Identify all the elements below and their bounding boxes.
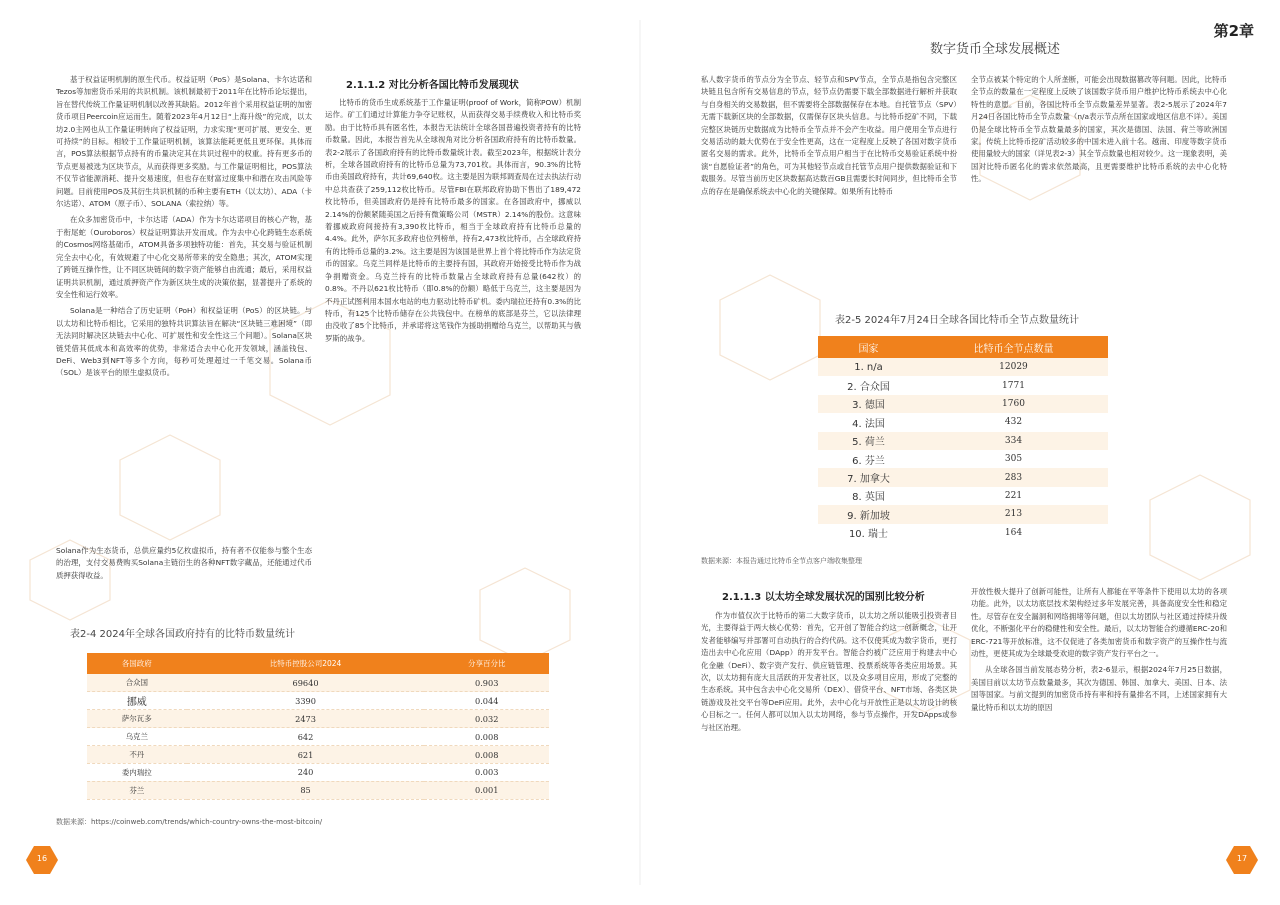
share-cell: 0.008: [424, 728, 549, 746]
node-count-cell: 283: [919, 468, 1108, 486]
node-count-cell: 12029: [919, 358, 1108, 376]
table-row: [87, 674, 549, 692]
node-count-cell: 221: [919, 487, 1108, 505]
paragraph: 开放性极大提升了创新可能性，让所有人都能在平等条件下使用以太坊的各项功能。此外，以太坊底层技术架构经过多年发展完善，具备高度安全性和稳定性。尽管存在安全漏洞和网络拥堵等问题，但以太坊团队与社区通过持续升级优化，不断强化平台的稳健性和安全性。最后，以太坊智能合约遵循ERC-20和ERC-721等开放标准，这不仅促进了各类加密货币和数字资产的互操作性与流动性，更使其成为全球最受欢迎的数字资产发行平台之一。: [971, 587, 1227, 659]
share-cell: 0.001: [424, 781, 549, 799]
node-count-cell: 432: [919, 413, 1108, 431]
table-row: [87, 728, 549, 746]
right-page-column-1: [701, 74, 957, 260]
chapter-subtitle: 数字货币全球发展概述: [930, 42, 1061, 57]
table-row: [87, 710, 549, 728]
right-page-column-4: [971, 586, 1227, 796]
country-cell: 委内瑞拉: [87, 763, 187, 781]
column-header: 国家: [818, 336, 919, 358]
section-heading-2-1-1-2: 2.1.1.2 对比分析各国比特币发展现状: [346, 80, 519, 91]
country-cell: 4. 法国: [818, 413, 919, 431]
holdings-cell: 85: [187, 781, 425, 799]
country-cell: 合众国: [87, 674, 187, 692]
table-row: [818, 358, 1108, 376]
paragraph: Solana作为生态货币，总供应量约5亿枚虚拟币，持有者不仅能参与整个生态的治理，支付交易费购买Solana主链衍生的各种NFT数字藏品，还能通过代币质押获得收益。: [56, 546, 312, 580]
chapter-label: 第2章: [1213, 22, 1254, 40]
table-row: [818, 487, 1108, 505]
country-cell: 8. 英国: [818, 487, 919, 505]
left-page-column-2: [325, 97, 581, 441]
table-row: [818, 376, 1108, 394]
table-2-5-source: 数据来源：本报告通过比特币全节点客户端收集整理: [701, 557, 862, 565]
country-cell: 萨尔瓦多: [87, 710, 187, 728]
paragraph: 比特币的货币生成系统基于工作量证明(proof of Work，简称POW）机制运作。矿工们通过计算能力争夺记账权，从而获得交易手续费收入和比特币奖励。由于比特币具有匿名性，本报告无法统计全球各国普遍投资者持有的比特币数量。因此，本报告首先从全球视角对比分析各国政府持有的比特币数量。表2-2展示了各国政府持有的比特币数量统计表。截至2023年，根据统计表分析，全球各国政府持有的比特币总量为73,701枚。具体而言，90.3%的比特币由美国政府持有，共计69,640枚。这主要是因为联邦调查局在过去执法行动中总共查获了259,112枚比特币。尽管FBI在联邦政府协助下售出了189,472枚比特币，但美国政府仍是持有比特币最多的国家。在各国政府中，挪威以2.14%的份额紧随美国之后持有微策略公司（MSTR）2.14%的股份。这意味着挪威政府间接持有3,390枚比特币，相当于全球政府持有比特币总量的4.4%。此外，萨尔瓦多政府也位列榜单，持有2,473枚比特币，占全球政府持有的比特币总量的3.2%。这主要是因为该国是世界上首个将比特币作为法定货币的国家。乌克兰同样是比特币的主要持有国，其政府开始接受比特币作为战争捐赠资金。乌克兰持有的比特币数量占全球政府持有总量(642枚）的0.8%。不丹以621枚比特币（即0.8%的份额）略低于乌克兰，这主要是因为不丹正试图利用本国水电站的电力驱动比特币矿机。委内瑞拉还持有0.3%的比特币，有125个比特币储存在公共钱包中。在榜单的底部是芬兰，它以法律理由没收了85个比特币，并承诺将这笔钱作为援助捐赠给乌克兰，以帮助其与俄罗斯的战争。: [325, 98, 581, 343]
share-cell: 0.903: [424, 674, 549, 692]
table-row: [87, 781, 549, 799]
country-cell: 6. 芬兰: [818, 450, 919, 468]
share-cell: 0.044: [424, 692, 549, 710]
node-count-cell: 1760: [919, 395, 1108, 413]
table-row: [87, 763, 549, 781]
node-count-cell: 213: [919, 505, 1108, 523]
paragraph: 全节点被某个特定的个人所垄断，可能会出现数据篡改等问题。因此，比特币全节点的数量在一定程度上反映了该国数字货币用户维护比特币系统去中心化特性的意愿。目前，各国比特币全节点数量差异显著。表2-5展示了2024年7月24日各国比特币全节点数量（n/a表示节点所在国家或地区信息不详）。美国仍是全球比特币全节点数量最多的国家，其次是德国、法国、荷兰等欧洲国家。传统上比特币挖矿活动较多的中国未进入前十名。越南、印度等数字货币使用量较大的国家（详见表2-3）其全节点数量也相对较少。这一现象表明，美国对比特币匿名化的需求依然最高，且更需要维护比特币系统的去中心化特性。: [971, 75, 1227, 184]
country-cell: 9. 新加坡: [818, 505, 919, 523]
node-count-cell: 1771: [919, 376, 1108, 394]
table-row: [818, 505, 1108, 523]
table-row: [818, 413, 1108, 431]
holdings-cell: 642: [187, 728, 425, 746]
table-row: [818, 395, 1108, 413]
table-row: [87, 746, 549, 764]
holdings-cell: 3390: [187, 692, 425, 710]
node-count-cell: 305: [919, 450, 1108, 468]
column-header: 分享百分比: [424, 653, 549, 674]
node-count-cell: 334: [919, 432, 1108, 450]
country-cell: 芬兰: [87, 781, 187, 799]
share-cell: 0.032: [424, 710, 549, 728]
country-cell: 挪威: [87, 692, 187, 710]
country-cell: 2. 合众国: [818, 376, 919, 394]
table-row: [87, 692, 549, 710]
paragraph: 私人数字货币的节点分为全节点、轻节点和SPV节点，全节点是指包含完整区块链且包含所有交易信息的节点，轻节点仍需要下载全部数据进行解析并获取与自身相关的交易数据，但不需要将全部数据保存在本地。自托管节点（SPV）无需下载新区块的全部数据，仅需保存区块头信息。与比特币挖矿不同，下载完整区块链历史数据成为比特币全节点并不会产生收益。用户使用全节点进行交易活动的最大优势在于安全性更高，这在一定程度上反映了各国对数字货币匿名交易的需求。此外，比特币全节点用户相当于在比特币交易验证系统中扮演“自愿验证者”的角色，可为其他轻节点或自托管节点用户提供数据验证和下载服务。尽管当前历史区块数据高达数百GB且需要长时间同步，但比特币全节点的存在是确保系统去中心化的关键保障。如果所有比特币: [701, 75, 957, 196]
share-cell: 0.008: [424, 746, 549, 764]
column-header: 比特币控股公司2024: [187, 653, 425, 674]
paragraph: 在众多加密货币中，卡尔达诺（ADA）作为卡尔达诺项目的核心产物，基于衔尾蛇（Ouroboros）权益证明算法开发而成。作为去中心化跨链生态系统的Cosmos网络基础币，ATOM具备多项独特功能：首先，其交易与验证机制完全去中心化，有效规避了中心化交易所带来的安全隐患；其次，ATOM实现了跨链互操作性，让不同区块链间的数字资产能够自由流通；最后，采用权益证明共识机制，通过质押资产作为新区块生成的决策依据，显著提升了系统的安全性和运行效率。: [56, 215, 312, 299]
country-cell: 3. 德国: [818, 395, 919, 413]
share-cell: 0.003: [424, 763, 549, 781]
table-row: [818, 524, 1108, 542]
table-2-4-source: 数据来源：https://coinweb.com/trends/which-country-owns-the-most-bitcoin/: [56, 818, 323, 826]
table-row: [818, 468, 1108, 486]
country-cell: 7. 加拿大: [818, 468, 919, 486]
country-cell: 乌克兰: [87, 728, 187, 746]
table-2-4-caption: 表2-4 2024年全球各国政府持有的比特币数量统计: [70, 629, 295, 640]
section-heading-2-1-1-3: 2.1.1.3 以太坊全球发展状况的国别比较分析: [722, 592, 925, 603]
left-page-extra-text: [56, 545, 312, 587]
table-2-5-caption: 表2-5 2024年7月24日全球各国比特币全节点数量统计: [835, 315, 1080, 326]
paragraph: Solana是一种结合了历史证明（PoH）和权益证明（PoS）的区块链。与以太坊和比特币相比，它采用的独特共识算法旨在解决“区块链三难困境”（即无法同时解决区块链去中心化、可扩展性和安全性这三个问题）。Solana区块链凭借其低成本和高效率的优势，非常适合去中心化开发领域，涵盖钱包、DeFi、Web3到NFT等多个方向，每秒可处理超过一千笔交易。Solana币（SOL）是该平台的原生虚拟货币。: [56, 306, 312, 378]
page-number-text: 16: [36, 854, 48, 863]
node-count-cell: 164: [919, 524, 1108, 542]
left-page-column-1: [56, 74, 312, 504]
column-header: 比特币全节点数量: [919, 336, 1108, 358]
table-row: [818, 450, 1108, 468]
table-2-4: [87, 653, 549, 800]
holdings-cell: 2473: [187, 710, 425, 728]
holdings-cell: 240: [187, 763, 425, 781]
column-header: 各国政府: [87, 653, 187, 674]
country-cell: 10. 瑞士: [818, 524, 919, 542]
paragraph: 基于权益证明机制的原生代币。权益证明（PoS）是Solana、卡尔达诺和Tezos等加密货币采用的共识机制。该机制最初于2011年在比特币论坛提出，旨在替代传统工作量证明机制以改善其缺陷。2012年首个采用权益证明的加密货币项目Peercoin应运而生。随着2023年4月12日“上海升级”的完成，以太坊2.0主网也从工作量证明转向了权益证明，力求实现“更可扩展、更安全、更可持续”的目标。相较于工作量证明机制，该算法能耗更低且更环保。具体而言，POS算法根据节点持有的币量决定其在共识过程中的权重。持有更多币的节点更易被选为区块节点，从而获得更多奖励。与工作量证明相比，POS算法不仅节省能源消耗、提升交易速度，但也存在财富过度集中和潜在攻击风险等问题。目前使用POS及其衍生共识机制的币种主要有ETH（以太坊）、ADA（卡尔达诺）、ATOM（原子币）、SOLANA（索拉纳）等。: [56, 75, 312, 209]
page-number-right: [1226, 846, 1258, 874]
paragraph: 作为市值仅次于比特币的第二大数字货币，以太坊之所以能吸引投资者目光，主要得益于两大核心优势：首先，它开创了智能合约这一创新概念，让开发者能够编写并部署可自动执行的合约代码。这不仅使其成为数字货币，更打造出去中心化应用（DApp）的开发平台。智能合约被广泛应用于构建去中心化金融（DeFi）、数字资产发行、供应链管理、投票系统等各类应用场景。其次，以太坊拥有庞大且活跃的开发者社区，以及众多项目应用，形成了完整的生态系统。其中包含去中心化交易所（DEX）、借贷平台、NFT市场、各类区块链游戏及社交平台等DeFi应用。此外，去中心化与开放性正是以太坊设计的核心目标之一。任何人都可以加入以太坊网络，参与节点操作，开发DApps或参与社区治理。: [701, 611, 957, 732]
holdings-cell: 69640: [187, 674, 425, 692]
country-cell: 不丹: [87, 746, 187, 764]
country-cell: 1. n/a: [818, 358, 919, 376]
table-2-5: [818, 336, 1108, 542]
page-number-text: 17: [1236, 854, 1248, 863]
right-page-column-3: [701, 610, 957, 810]
paragraph: 从全球各国当前发展态势分析，表2-6显示，根据2024年7月25日数据，美国目前以太坊节点数量最多，其次为德国、韩国、加拿大、美国、日本、法国等国家。与前文提到的加密货币持有率和持有量排名不同，上述国家拥有大量比特币和以太坊的原因: [971, 665, 1227, 712]
table-row: [818, 432, 1108, 450]
holdings-cell: 621: [187, 746, 425, 764]
right-page-column-2: [971, 74, 1227, 234]
page-number-left: [26, 846, 58, 874]
country-cell: 5. 荷兰: [818, 432, 919, 450]
